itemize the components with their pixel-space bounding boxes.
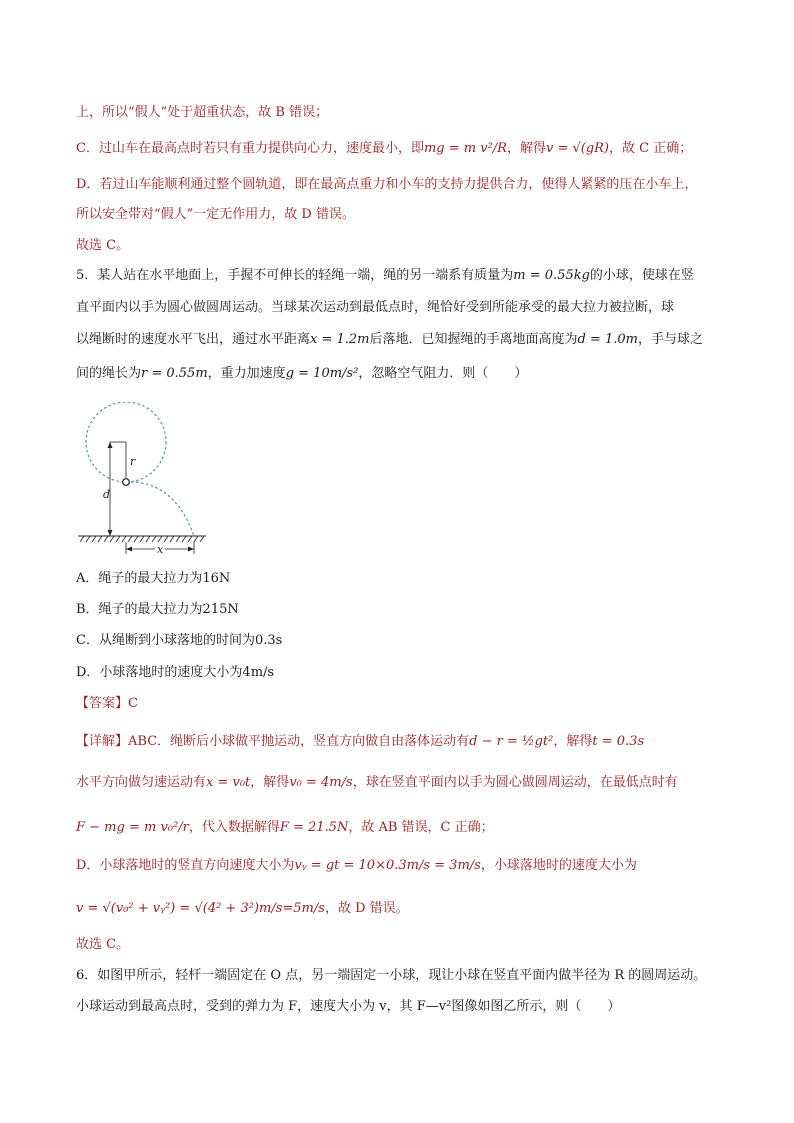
x-arrow-right <box>188 547 194 552</box>
q5-stem-line-3 <box>76 330 703 350</box>
q5-conclusion: 故选 C。 <box>76 937 130 952</box>
prev-solution-line-1: 上，所以“假人”处于超重状态，故 B 错误； <box>76 105 329 120</box>
prev-c-formula: mg = m v²/R <box>423 141 507 156</box>
q5-stem-line-2: 直平面内以手为圆心做圆周运动。当球某次运动到最低点时，绳恰好受到所能承受的最大拉力被拉断，球 <box>76 300 675 315</box>
q5-option-d: D．小球落地时的速度大小为4m/s <box>76 665 275 680</box>
ball <box>123 479 130 486</box>
q5-gravity-g: g = 10m/s² <box>285 366 359 381</box>
detail-l2-b: ，解得 <box>250 775 290 790</box>
detail-l4-a: D．小球落地时的竖直方向速度大小为 <box>76 858 295 873</box>
q5-rope-r: r = 0.55m <box>141 366 208 381</box>
q5-l3-a: 以绳断时的速度水平飞出，通过水平距离 <box>76 332 311 347</box>
detail-l5-formula: v = √(v₀² + vᵧ²) = √(4² + 3²)m/s=5m/s <box>76 901 325 916</box>
q6-stem-line-1: 6．如图甲所示，轻杆一端固定在 O 点，另一端固定一小球，现让小球在竖直平面内做半径为 R 的圆周运动。 <box>76 968 707 983</box>
detail-l5-b: ，故 D 错误。 <box>324 901 409 916</box>
q5-l1-a: 5．某人站在水平地面上，手握不可伸长的轻绳一端，绳的另一端系有质量为 <box>76 268 514 283</box>
x-arrow-left <box>126 547 132 552</box>
detail-l1-a: ABC．绳断后小球做平抛运动，竖直方向做自由落体运动有 <box>128 734 470 749</box>
q5-option-b: B．绳子的最大拉力为215N <box>76 602 239 617</box>
prev-c-prefix: C．过山车在最高点时若只有重力提供向心力，速度最小，即 <box>76 141 424 156</box>
ground-hatching <box>80 536 204 542</box>
q5-stem-line-1 <box>76 266 694 286</box>
detail-l3-formula: F − mg = m v₀²/r <box>76 820 189 835</box>
label-x: x <box>157 543 164 556</box>
prev-solution-option-c <box>76 139 692 159</box>
detail-l1-formula: d − r = ½gt² <box>469 734 554 749</box>
q5-option-c: C．从绳断到小球落地的时间为0.3s <box>76 633 283 648</box>
detail-l1-b: ，解得 <box>553 734 593 749</box>
d-arrow-down <box>108 530 113 536</box>
q5-option-a: A．绳子的最大拉力为16N <box>76 571 231 586</box>
q5-detail-line-2 <box>76 773 678 793</box>
q6-stem-line-2: 小球运动到最高点时，受到的弹力为 F，速度大小为 v，其 F—v²图像如图乙所示，则（ ） <box>76 999 621 1014</box>
q5-l1-b: 的小球，使球在竖 <box>589 268 694 283</box>
q5-stem-line-4 <box>76 364 527 384</box>
label-d: d <box>103 488 111 501</box>
answer-value: C <box>128 696 138 711</box>
prev-c-mid: ，解得 <box>506 141 546 156</box>
projectile-path <box>126 482 194 536</box>
answer-tag: 【答案】 <box>76 696 129 711</box>
q5-l4-c: ，忽略空气阻力．则（ ） <box>358 366 528 381</box>
q5-detail-line-4 <box>76 856 637 876</box>
prev-solution-option-d-line-2: 所以安全带对“假人”一定无作用力，故 D 错误。 <box>76 207 355 222</box>
detail-l3-result: F = 21.5N <box>279 820 349 835</box>
detail-l4-formula: vᵧ = gt = 10×0.3m/s = 3m/s <box>294 858 481 873</box>
q5-l3-c: ，手与球之 <box>638 332 704 347</box>
detail-l3-a: ，代入数据解得 <box>188 820 280 835</box>
q5-height-d: d = 1.0m <box>577 332 639 347</box>
d-arrow-up <box>108 442 113 448</box>
q5-l4-a: 间的绳长为 <box>76 366 142 381</box>
detail-l2-a: 水平方向做匀速运动有 <box>76 775 207 790</box>
detail-l3-b: ，故 AB 错误，C 正确； <box>348 820 494 835</box>
prev-c-suffix: ，故 C 正确； <box>609 141 693 156</box>
detail-l2-c: ，球在竖直平面内以手为圆心做圆周运动，在最低点时有 <box>352 775 678 790</box>
q5-detail-line-5 <box>76 899 409 919</box>
label-r: r <box>130 455 136 468</box>
q5-answer <box>76 694 138 714</box>
q5-mass: m = 0.55kg <box>513 268 590 283</box>
prev-solution-conclusion: 故选 C。 <box>76 238 130 253</box>
q5-figure <box>74 402 214 558</box>
q5-detail-line-1 <box>76 732 644 752</box>
detail-l2-result: v₀ = 4m/s <box>289 775 353 790</box>
detail-l2-formula: x = v₀t <box>206 775 251 790</box>
detail-l4-b: ，小球落地时的速度大小为 <box>480 858 637 873</box>
q5-l3-b: 后落地．已知握绳的手离地面高度为 <box>369 332 578 347</box>
prev-c-result: v = √(gR) <box>545 141 610 156</box>
q5-distance-x: x = 1.2m <box>310 332 370 347</box>
detail-tag: 【详解】 <box>76 734 129 749</box>
q5-l4-b: ，重力加速度 <box>207 366 286 381</box>
prev-solution-option-d-line-1: D．若过山车能顺利通过整个圆轨道，即在最高点重力和小车的支持力提供合力，使得人紧紧的压在小车上， <box>76 177 698 192</box>
detail-l1-result: t = 0.3s <box>592 734 645 749</box>
q5-detail-line-3 <box>76 818 494 838</box>
